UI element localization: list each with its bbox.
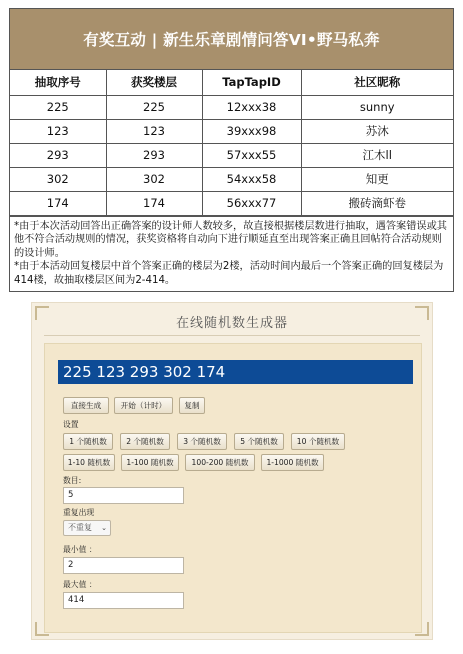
cell-nickname: 江木ll <box>301 143 453 167</box>
range-100-200-button[interactable]: 100-200 随机数 <box>185 454 255 471</box>
divider <box>44 335 420 336</box>
cell-taptap-id: 56xxx77 <box>202 191 301 215</box>
cell-nickname: sunny <box>301 95 453 119</box>
cell-draw-number: 174 <box>10 191 106 215</box>
generator-title: 在线随机数生成器 <box>175 316 288 331</box>
note-tiebreak-rule: *由于本次活动回答出正确答案的设计师人数较多，故直接根据楼层数进行抽取，遇答案错误或其他不符合活动规则的情况，获奖资格将自动向下进行顺延直至出现答案正确且回帖符合活动规则的设计师。 <box>14 220 447 259</box>
preset-1-number[interactable]: 1 个随机数 <box>63 433 113 450</box>
direct-generate-button[interactable]: 直接生成 <box>63 397 109 414</box>
preset-5-numbers[interactable]: 5 个随机数 <box>234 433 284 450</box>
cell-floor: 123 <box>106 119 202 143</box>
header-taptap-id: TapTapID <box>202 70 301 95</box>
winners-table <box>10 70 453 216</box>
settings-label: 设置 <box>63 420 79 429</box>
cell-taptap-id: 39xxx98 <box>202 119 301 143</box>
cell-nickname: 苏沐 <box>301 119 453 143</box>
cell-floor: 225 <box>106 95 202 119</box>
copy-button[interactable]: 复制 <box>179 397 205 414</box>
table-row <box>10 191 453 215</box>
results-card <box>9 8 454 292</box>
banner-title: 有奖互动 | 新生乐章剧情问答VI•野马私奔 <box>83 31 380 49</box>
range-1-100-button[interactable]: 1-100 随机数 <box>121 454 179 471</box>
generator-panel <box>44 343 422 633</box>
start-timed-button[interactable]: 开始（计时） <box>114 397 173 414</box>
header-floor: 获奖楼层 <box>106 70 202 95</box>
cell-floor: 302 <box>106 167 202 191</box>
cell-draw-number: 302 <box>10 167 106 191</box>
repeat-select[interactable] <box>63 520 111 536</box>
cell-draw-number: 293 <box>10 143 106 167</box>
result-display[interactable]: 225 123 293 302 174 <box>58 360 413 384</box>
cell-taptap-id: 12xxx38 <box>202 95 301 119</box>
min-label: 最小值 ： <box>63 545 97 554</box>
cell-nickname: 搬砖滴虾卷 <box>301 191 453 215</box>
note-floor-range: *由于本活动回复楼层中首个答案正确的楼层为2楼，活动时间内最后一个答案正确的回复楼层为414楼，故抽取楼层区间为2-414。 <box>14 261 444 286</box>
chevron-down-icon: ⌄ <box>101 524 107 532</box>
range-1-10-button[interactable]: 1-10 随机数 <box>63 454 115 471</box>
preset-3-numbers[interactable]: 3 个随机数 <box>177 433 227 450</box>
min-input[interactable]: 2 <box>63 557 184 574</box>
cell-draw-number: 123 <box>10 119 106 143</box>
preset-10-numbers[interactable]: 10 个随机数 <box>291 433 345 450</box>
table-header-row <box>10 70 453 95</box>
header-nickname: 社区昵称 <box>301 70 453 95</box>
cell-floor: 174 <box>106 191 202 215</box>
cell-nickname: 知更 <box>301 167 453 191</box>
cell-floor: 293 <box>106 143 202 167</box>
cell-draw-number: 225 <box>10 95 106 119</box>
count-label: 数目: <box>63 476 82 485</box>
header-draw-number: 抽取序号 <box>10 70 106 95</box>
max-label: 最大值 ： <box>63 580 97 589</box>
repeat-select-value: 不重复 <box>68 523 92 532</box>
table-row <box>10 95 453 119</box>
range-1-1000-button[interactable]: 1-1000 随机数 <box>261 454 324 471</box>
preset-2-numbers[interactable]: 2 个随机数 <box>120 433 170 450</box>
random-number-generator <box>31 302 433 640</box>
notes <box>10 216 453 292</box>
table-row <box>10 143 453 167</box>
max-input[interactable]: 414 <box>63 592 184 609</box>
count-input[interactable]: 5 <box>63 487 184 504</box>
cell-taptap-id: 57xxx55 <box>202 143 301 167</box>
banner <box>10 9 453 70</box>
repeat-label: 重复出现 <box>63 508 95 517</box>
table-row <box>10 119 453 143</box>
table-row <box>10 167 453 191</box>
cell-taptap-id: 54xxx58 <box>202 167 301 191</box>
